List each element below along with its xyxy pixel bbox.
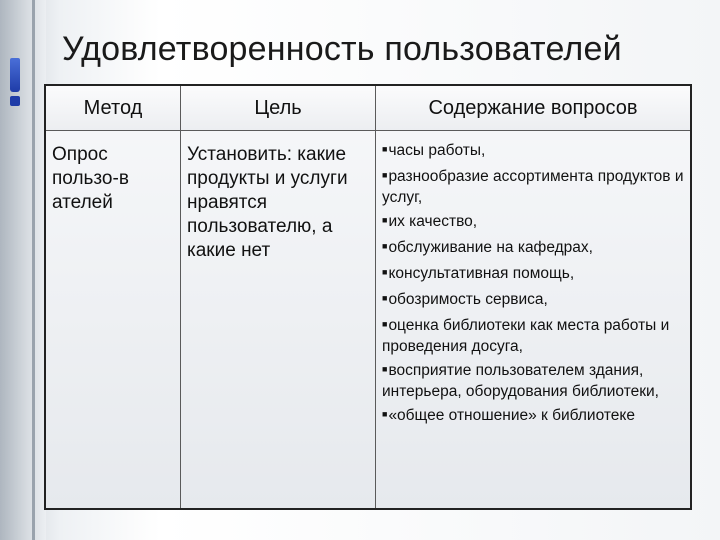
table-row	[45, 131, 691, 510]
left-vertical-rule	[32, 0, 35, 540]
list-item: ■их качество,	[382, 213, 478, 230]
slide-title: Удовлетворенность пользователей	[62, 30, 622, 68]
list-item: ■разнообразие ассортимента продуктов и услуг,	[382, 168, 684, 206]
list-item: ■консультативная помощь,	[382, 265, 575, 282]
table-header-row	[45, 85, 691, 131]
list-item: ■часы работы,	[382, 142, 486, 159]
header-method: Метод	[45, 85, 181, 131]
cell-method: Опрос пользо-в ателей	[45, 131, 181, 510]
header-goal: Цель	[181, 85, 376, 131]
header-questions: Содержание вопросов	[376, 85, 692, 131]
questions-list	[382, 141, 684, 427]
cell-questions	[376, 131, 692, 510]
list-item: ■восприятие пользователем здания, интерьера, оборудования библиотеки,	[382, 362, 659, 400]
survey-table	[44, 84, 692, 510]
list-item: ■обозримость сервиса,	[382, 291, 548, 308]
cell-goal: Установить: какие продукты и услуги нравятся пользователю, а какие нет	[181, 131, 376, 510]
list-item: ■«общее отношение» к библиотеке	[382, 407, 635, 424]
list-item: ■обслуживание на кафедрах,	[382, 239, 593, 256]
exclamation-icon	[4, 58, 26, 106]
list-item: ■оценка библиотеки как места работы и проведения досуга,	[382, 317, 670, 355]
